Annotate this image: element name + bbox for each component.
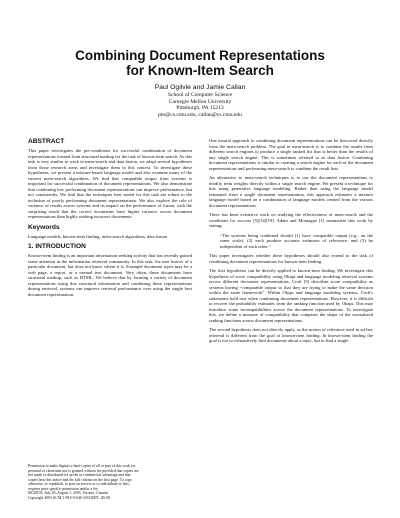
keywords-heading: Keywords	[28, 223, 60, 231]
body-paragraph: The second hypothesis does not directly apply, as the notion of relevance used in ad-hoc retrieval is different from the goal of known-item finding. In known-item finding the goal is not to exhaustively find documents about a topic, but to find a single	[209, 327, 373, 343]
left-column	[28, 138, 192, 301]
author-school: School of Computer Science	[167, 92, 233, 98]
body-paragraph: An alternative to meta-search techniques is to use the document representations to modify term weights directly within a single search engine. We present a technique for this using generative language modeling. Rather than using the language model estimated from a single document representation, this approach estimates a mixture language model based on a combination of language models created from the various document representations.	[209, 175, 373, 208]
title-line-2: for Known-Item Search	[126, 63, 274, 78]
author-block	[0, 84, 400, 119]
right-column	[209, 138, 373, 348]
footnote-line: copies bear this notice and the full citation on the first page. To copy	[28, 477, 133, 482]
keywords-text: Language models, known-item finding, meta-search algorithms, data fusion	[28, 233, 168, 239]
abstract-text: This paper investigates the pre-conditions for successful combination of document representations formed from structural markup for the task of known-item search. As this task is very similar to work in meta-search and data fusion, we adapt several hypotheses from those research areas and investigate them in this context. To investigate these hypotheses, we present a mixture-based language model and also examine many of the current meta-search algorithms. We find that compatible output from systems is important for successful combination of document representations. We also demonstrate that combining low performing document representations can improve performance, but not consistently. We find that the techniques best suited for this task are robust to the inclusion of poorly performing document representations. We also explore the role of variance of results across systems and its impact on the performance of fusion, with the surprising result that the correct documents have higher variance across document representations than highly ranking incorrect documents.	[28, 148, 192, 219]
footnote-line: Permission to make digital or hard copies of all or part of this work for	[28, 464, 136, 468]
footnote-line: Copyright 2003 ACM 1-58113-646-3/03/0007...$5.00.	[28, 495, 111, 500]
title-line-1: Combining Document Representations	[75, 48, 325, 63]
body-paragraph: This paper investigates whether these hypotheses should also extend to the task of combining document representations for known-item finding.	[209, 253, 373, 264]
footnote-line: not made or distributed for profit or commercial advantage and that	[28, 473, 131, 478]
block-quote	[220, 233, 373, 250]
introduction-text: Known-item finding is an important information seeking activity that has recently gained some attention in the information retrieval community. In this task, the user knows of a particular document, but does not know where it is. Example document types may be a web page, a report, or a normal text document. Very often, these documents have structural markup, such as HTML. We believe that by forming a variety of document representations using this structural information and combining these representations during retrieval, systems can improve retrieval performance over using the single best document representation.	[28, 253, 192, 297]
footnote-line: personal or classroom use is granted without fee provided that copies are	[28, 468, 139, 473]
author-city: Pittsburgh, PA 15213	[176, 105, 224, 112]
body-paragraph: One natural approach to combining document representations can be borrowed directly from the meta-search problem. The goal in meta-search is to combine the results from different search engines to produce a single ranked list that is better than the results of any single search engine. This is sometimes referred to as data fusion. Combining document representations is similar to creating a search engine for each of the document representations and performing meta-search to combine the result lists.	[209, 138, 373, 171]
introduction-heading: 1. INTRODUCTION	[28, 243, 86, 250]
paper-title	[0, 48, 400, 78]
author-university: Carnegie Mellon University	[168, 98, 232, 105]
author-names: Paul Ogilvie and Jamie Callan	[154, 84, 246, 91]
footnote-line: requires prior specific permission and/or a fee.	[28, 486, 99, 491]
body-paragraph: The first hypothesis can be directly applied to known-item finding. We investigate this hypothesis of score compatibility using Okapi and language modeling retrieval systems across different document representations. Croft [5] describes score compatibility as systems having “comparable output so that they are trying to make the same decision within the same framework”. Within Okapi and language modeling systems, Croft's statements hold true when combining document representations. However, it is difficult to recover the probability estimates from the ranking function used by Okapi. This may introduce some incompatibilities across the document representations. To investigate this, we define a measure of compatibility that compares the shape of the normalized ranking functions across document representations.	[209, 268, 373, 323]
footnote-line: otherwise, or republish, to post on servers or to redistribute to lists,	[28, 482, 130, 487]
author-emails: pto@cs.cmu.edu, callan@cs.cmu.edu	[158, 112, 242, 119]
body-paragraph: There has been extensive work on studying the effectiveness of meta-search and the conditions for success [5][14][19]. Adam and Montague [1] summarize this work by stating:	[209, 212, 373, 228]
quote-text: “The systems being combined should (1) have compatible output (e.g., on the same scale), (2) each produce accurate estimates of relevance, and (3) be independent of each other.”	[220, 232, 373, 249]
copyright-footnote	[28, 464, 192, 500]
abstract-heading: ABSTRACT	[28, 138, 65, 145]
footnote-line: SIGIR'03, July 28–August 1, 2003, Toronto, Canada.	[28, 491, 109, 496]
